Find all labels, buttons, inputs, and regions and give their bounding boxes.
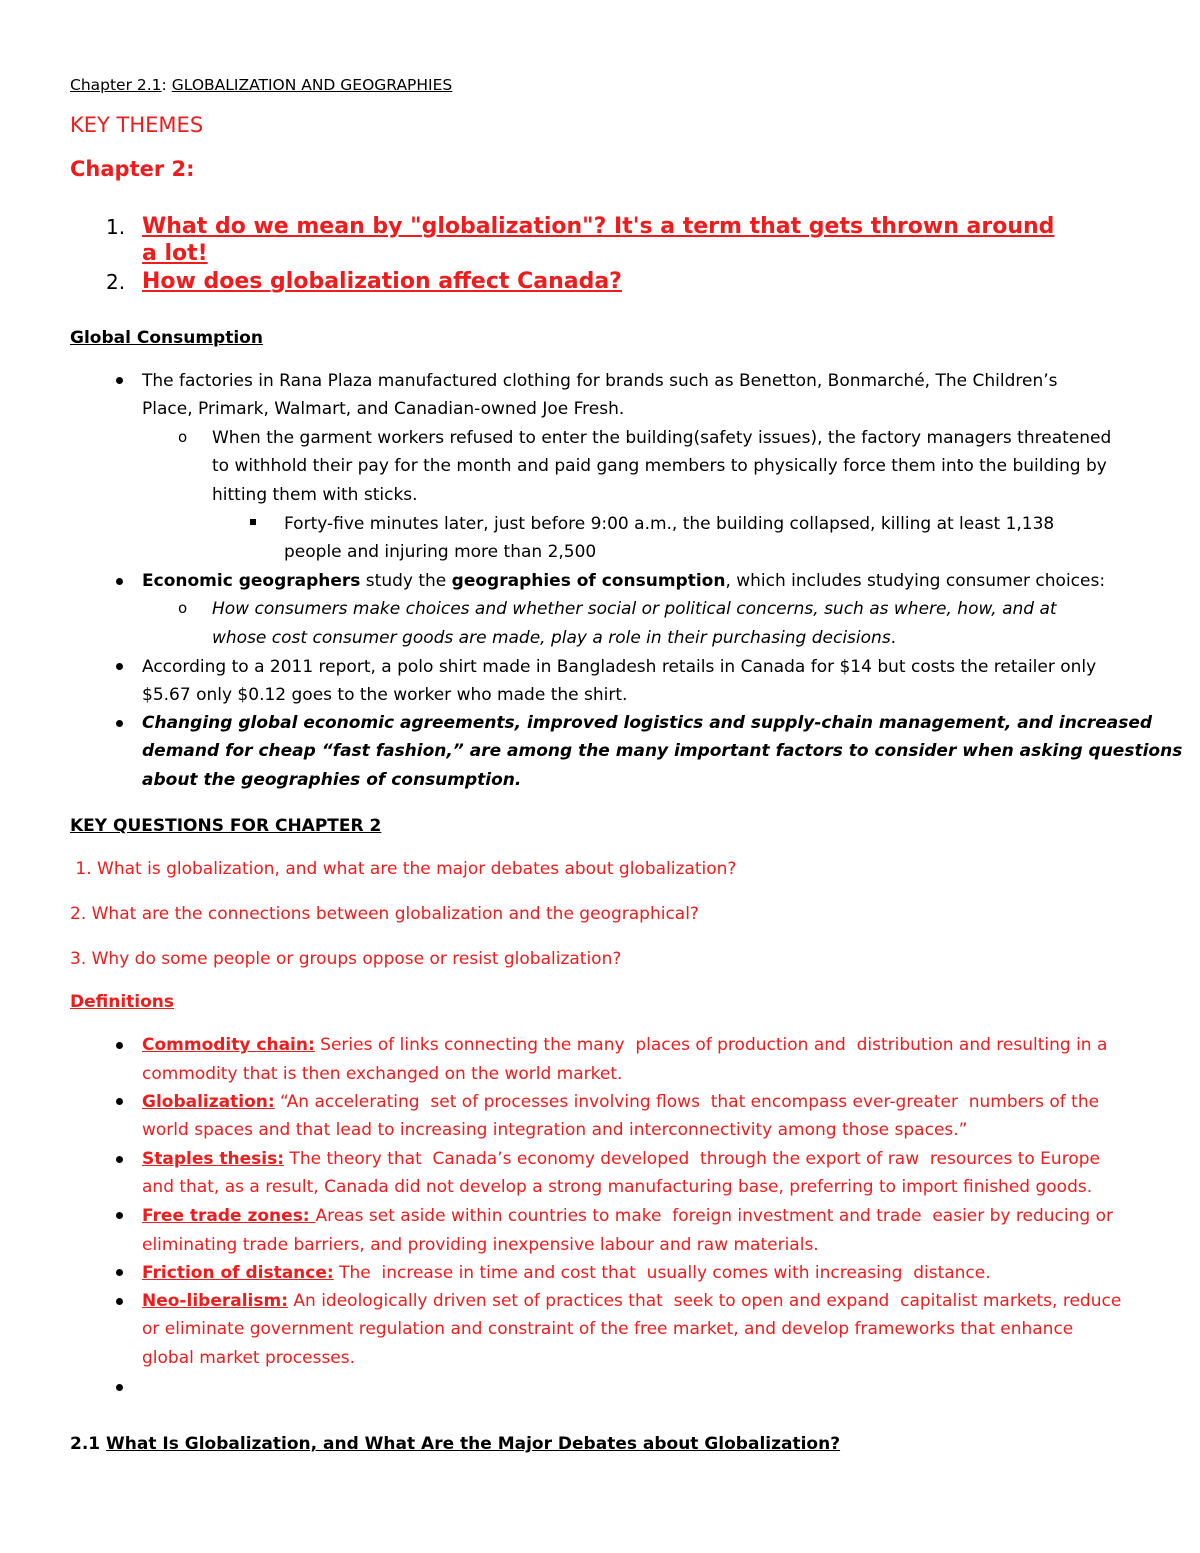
def-friction-text1: The increase in time and cost that usually comes with increasing distance. bbox=[333, 1263, 991, 1283]
gc-bullet4-line1: Changing global economic agreements, improved logistics and supply-chain management, and increased bbox=[142, 713, 1153, 733]
gc-bullet4-line2: demand for cheap “fast fashion,” are among the many important factors to consider when asking questions bbox=[142, 741, 1183, 761]
def-commodity-line1 bbox=[142, 1031, 1107, 1059]
def-ftz-line1 bbox=[142, 1202, 1113, 1230]
def-staples-text1: The theory that Canada’s economy developed through the export of raw resources to Europe bbox=[284, 1149, 1100, 1169]
def-term-globalization: Globalization: bbox=[142, 1092, 275, 1112]
def-friction-line1 bbox=[142, 1259, 991, 1287]
def-neo-line3: global market processes. bbox=[142, 1348, 356, 1368]
def-term-friction-of-distance: Friction of distance: bbox=[142, 1263, 334, 1283]
bullet-icon bbox=[116, 1098, 123, 1105]
def-globalization-text1: “An accelerating set of processes involving flows that encompass ever-greater numbers of the bbox=[274, 1092, 1100, 1112]
key-themes-chapter: Chapter 2: bbox=[70, 157, 195, 181]
gc-bullet2-line1 bbox=[142, 567, 1105, 595]
gc-bullet2-sub-end: . bbox=[890, 628, 897, 648]
chapter-colon: : bbox=[161, 76, 167, 94]
gc-bold-geographies-of-consumption: geographies of consumption bbox=[451, 571, 726, 591]
gc-sub1-line1: When the garment workers refused to enter the building(safety issues), the factory managers threatened bbox=[212, 428, 1112, 448]
theme-question-1-line1: What do we mean by "globalization"? It's a term that gets thrown around bbox=[142, 214, 1055, 239]
bullet-icon bbox=[116, 1212, 123, 1219]
bullet-icon bbox=[116, 1384, 123, 1391]
chapter-label: Chapter 2.1 bbox=[70, 76, 162, 94]
circle-bullet-icon: o bbox=[178, 428, 188, 446]
circle-bullet-icon: o bbox=[178, 599, 188, 617]
gc-bullet2-sub-line1: How consumers make choices and whether social or political concerns, such as where, how, and at bbox=[212, 599, 1057, 619]
def-staples-line2: and that, as a result, Canada did not develop a strong manufacturing base, preferring to import finished goods. bbox=[142, 1177, 1093, 1197]
theme-number-2: 2. bbox=[106, 270, 126, 294]
gc-bullet2-text1: study the bbox=[360, 571, 452, 591]
gc-bold-economic-geographers: Economic geographers bbox=[142, 571, 361, 591]
theme-question-2: How does globalization affect Canada? bbox=[142, 269, 622, 294]
def-neo-line1 bbox=[142, 1287, 1121, 1315]
bullet-icon bbox=[116, 720, 123, 727]
global-consumption-heading: Global Consumption bbox=[70, 328, 263, 348]
gc-subsub-line1: Forty-five minutes later, just before 9:00 a.m., the building collapsed, killing at least 1,138 bbox=[284, 514, 1055, 534]
chapter-title: GLOBALIZATION AND GEOGRAPHIES bbox=[171, 76, 453, 94]
gc-bullet3-line1: According to a 2011 report, a polo shirt made in Bangladesh retails in Canada for $14 but costs the retailer only bbox=[142, 657, 1097, 677]
bullet-icon bbox=[116, 578, 123, 585]
def-neo-line2: or eliminate government regulation and constraint of the free market, and develop frameworks that enhance bbox=[142, 1319, 1074, 1339]
def-staples-line1 bbox=[142, 1145, 1100, 1173]
gc-bullet2-sub-line2-text: whose cost consumer goods are made, play a role in their purchasing decisions bbox=[212, 628, 891, 648]
def-ftz-text1: Areas set aside within countries to make foreign investment and trade easier by reducing or bbox=[315, 1206, 1113, 1226]
def-globalization-line2: world spaces and that lead to increasing integration and interconnectivity among those spaces.” bbox=[142, 1120, 968, 1140]
key-question-1: 1. What is globalization, and what are the major debates about globalization? bbox=[70, 859, 737, 879]
key-themes-heading: KEY THEMES bbox=[70, 113, 204, 137]
gc-bullet1-line1: The factories in Rana Plaza manufactured clothing for brands such as Benetton, Bonmarché, The Children’s bbox=[142, 371, 1058, 391]
square-bullet-icon bbox=[250, 519, 256, 525]
def-commodity-text1: Series of links connecting the many places of production and distribution and resulting in a bbox=[314, 1035, 1108, 1055]
gc-bullet1-line2: Place, Primark, Walmart, and Canadian-owned Joe Fresh. bbox=[142, 399, 625, 419]
bullet-icon bbox=[116, 1298, 123, 1305]
section-title: What Is Globalization, and What Are the Major Debates about Globalization? bbox=[106, 1434, 841, 1454]
gc-bullet2-text2: , which includes studying consumer choices: bbox=[725, 571, 1106, 591]
theme-question-1-line2: a lot! bbox=[142, 241, 208, 266]
def-term-staples-thesis: Staples thesis: bbox=[142, 1149, 285, 1169]
section-2-1-heading bbox=[70, 1430, 840, 1458]
bullet-icon bbox=[116, 1269, 123, 1276]
def-ftz-line2: eliminating trade barriers, and providing inexpensive labour and raw materials. bbox=[142, 1235, 819, 1255]
gc-sub1-line3: hitting them with sticks. bbox=[212, 485, 418, 505]
def-term-commodity-chain: Commodity chain: bbox=[142, 1035, 315, 1055]
gc-bullet4-line3: about the geographies of consumption. bbox=[142, 770, 522, 790]
bullet-icon bbox=[116, 1156, 123, 1163]
gc-bullet3-line2: $5.67 only $0.12 goes to the worker who made the shirt. bbox=[142, 685, 628, 705]
key-questions-heading: KEY QUESTIONS FOR CHAPTER 2 bbox=[70, 816, 382, 836]
bullet-icon bbox=[116, 663, 123, 670]
bullet-icon bbox=[116, 377, 123, 384]
bullet-icon bbox=[116, 1042, 123, 1049]
gc-bullet2-sub-line2 bbox=[212, 624, 896, 652]
gc-subsub-line2: people and injuring more than 2,500 bbox=[284, 542, 597, 562]
def-term-free-trade-zones: Free trade zones: bbox=[142, 1206, 316, 1226]
chapter-title-line bbox=[70, 76, 452, 94]
section-number: 2.1 bbox=[70, 1434, 107, 1454]
def-globalization-line1 bbox=[142, 1088, 1099, 1116]
def-term-neo-liberalism: Neo-liberalism: bbox=[142, 1291, 288, 1311]
key-question-2: 2. What are the connections between globalization and the geographical? bbox=[70, 904, 699, 924]
definitions-heading: Definitions bbox=[70, 992, 175, 1012]
def-neo-text1: An ideologically driven set of practices that seek to open and expand capitalist markets, reduce bbox=[288, 1291, 1122, 1311]
def-commodity-line2: commodity that is then exchanged on the world market. bbox=[142, 1064, 623, 1084]
gc-sub1-line2: to withhold their pay for the month and paid gang members to physically force them into the building by bbox=[212, 456, 1107, 476]
theme-number-1: 1. bbox=[106, 215, 126, 239]
key-question-3: 3. Why do some people or groups oppose or resist globalization? bbox=[70, 949, 622, 969]
